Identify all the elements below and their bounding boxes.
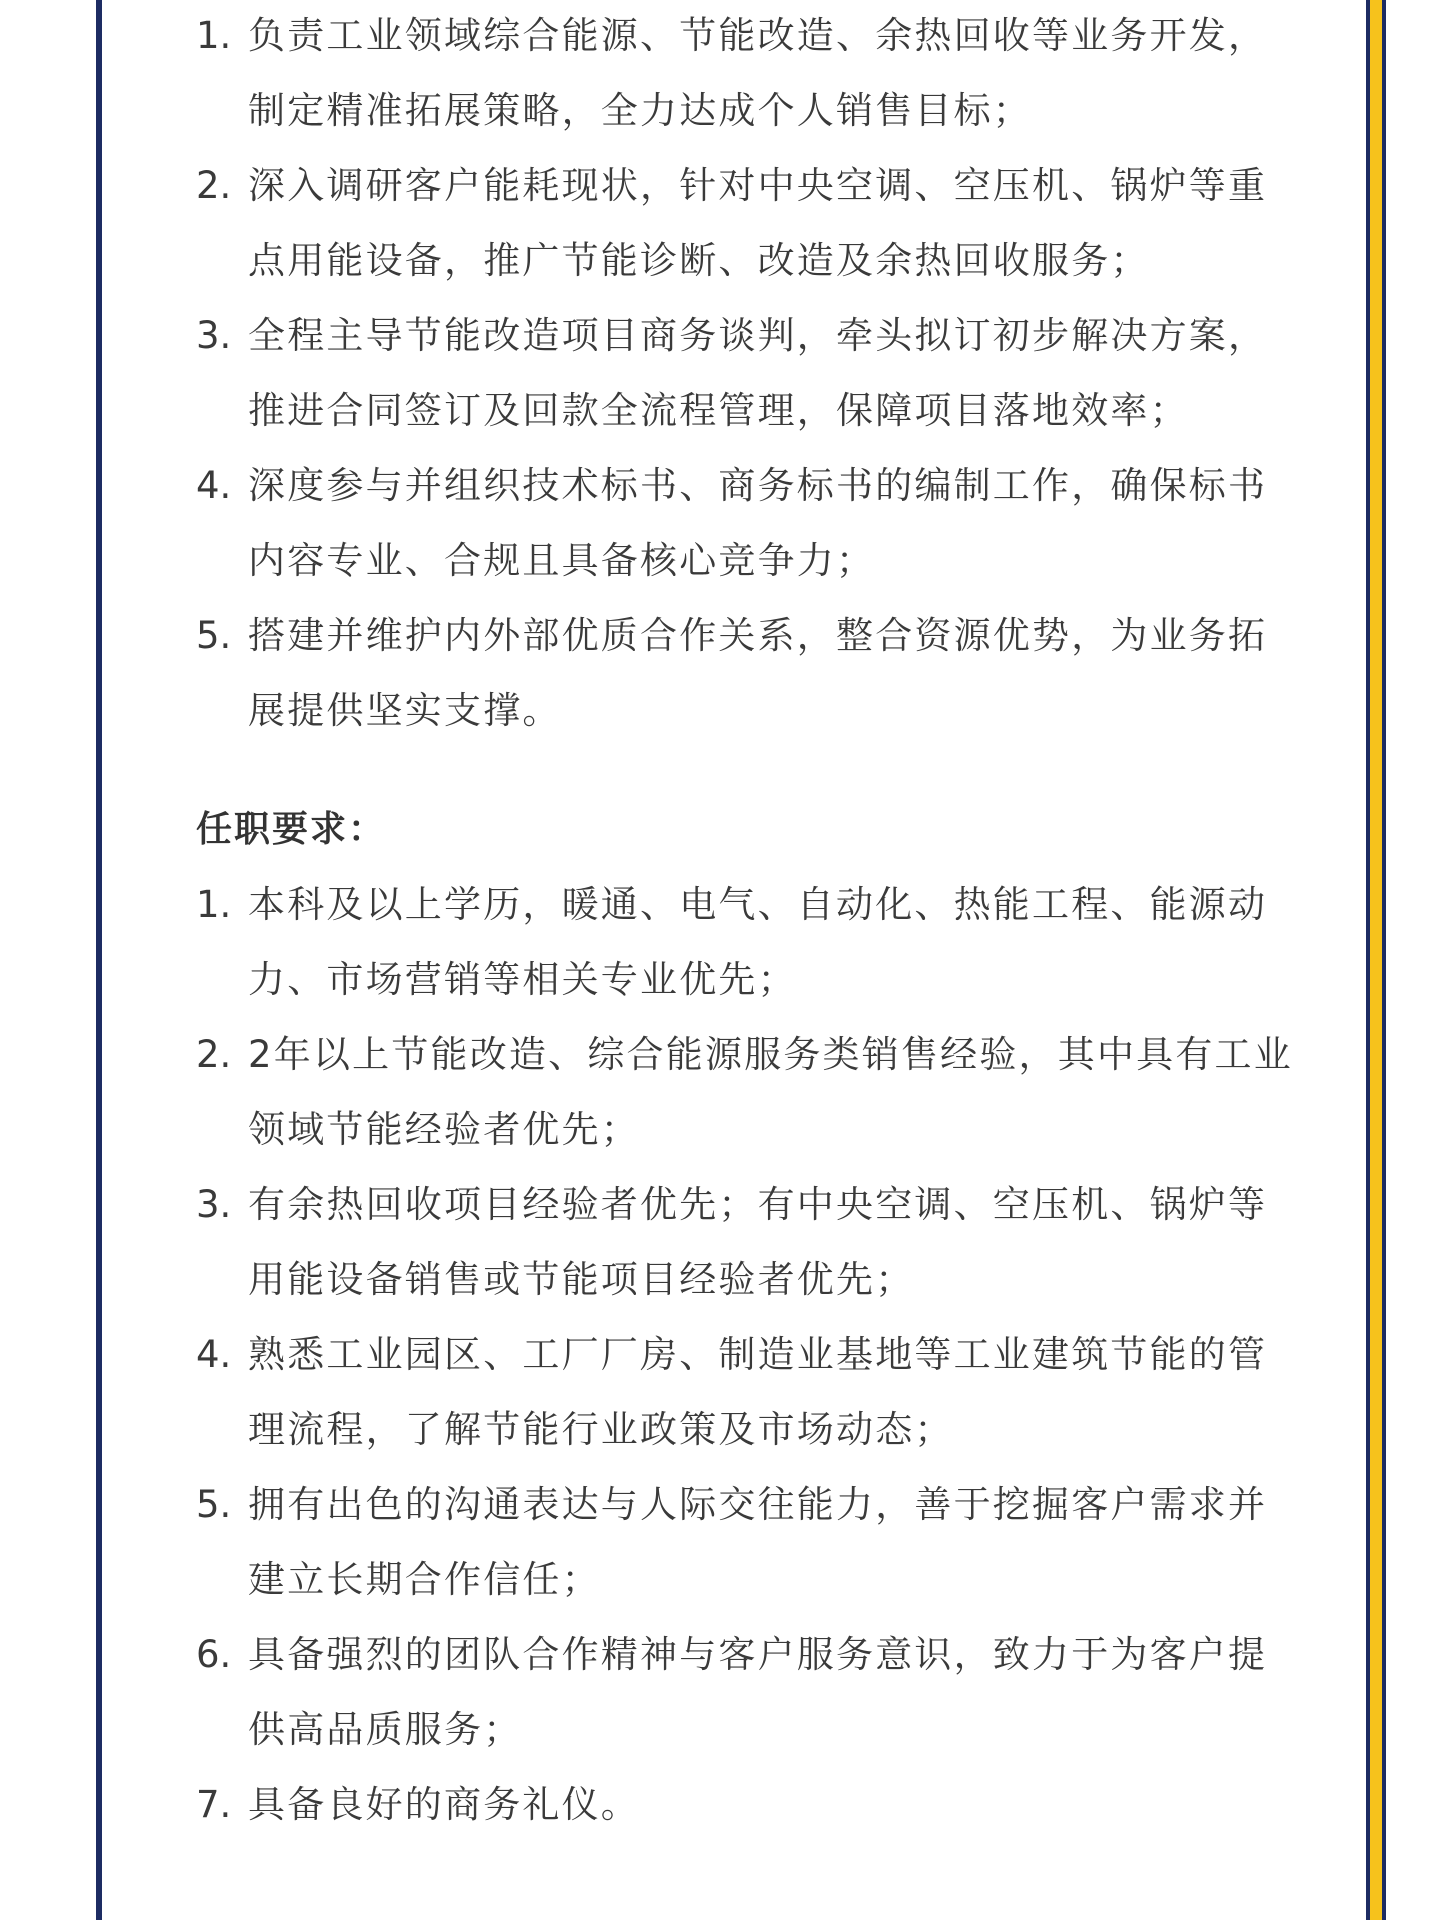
duty-item — [196, 598, 1336, 748]
duty-text-line: 全程主导节能改造项目商务谈判，牵头拟订初步解决方案， — [248, 314, 1268, 357]
duty-item — [196, 448, 1336, 598]
duty-item — [196, 0, 1336, 148]
requirement-text-line: 用能设备销售或节能项目经验者优先； — [248, 1258, 915, 1301]
duty-text-line: 深入调研客户能耗现状，针对中央空调、空压机、锅炉等重 — [248, 164, 1268, 207]
requirements-heading: 任职要求： — [196, 809, 387, 850]
duty-text-line: 负责工业领域综合能源、节能改造、余热回收等业务开发， — [248, 14, 1268, 57]
list-number: 6. — [196, 1633, 232, 1676]
requirement-text-line: 建立长期合作信任； — [248, 1558, 601, 1601]
list-number: 3. — [196, 1183, 232, 1226]
list-number: 1. — [196, 883, 232, 926]
requirement-text-line: 理流程，了解节能行业政策及市场动态； — [248, 1408, 954, 1451]
requirement-item — [196, 1467, 1336, 1617]
requirement-text-line: 2年以上节能改造、综合能源服务类销售经验，其中具有工业 — [248, 1033, 1293, 1076]
requirement-item — [196, 1317, 1336, 1467]
requirement-text-line: 有余热回收项目经验者优先；有中央空调、空压机、锅炉等 — [248, 1183, 1268, 1226]
requirement-item — [196, 867, 1336, 1017]
duties-list — [196, 0, 1336, 748]
requirement-text-line: 具备强烈的团队合作精神与客户服务意识，致力于为客户提 — [248, 1633, 1268, 1676]
requirement-item — [196, 1167, 1336, 1317]
requirement-text-line: 本科及以上学历，暖通、电气、自动化、热能工程、能源动 — [248, 883, 1268, 926]
duty-text-line: 推进合同签订及回款全流程管理，保障项目落地效率； — [248, 389, 1189, 432]
requirement-item — [196, 1767, 1336, 1842]
list-number: 7. — [196, 1783, 232, 1826]
requirement-item — [196, 1617, 1336, 1767]
requirement-text-line: 力、市场营销等相关专业优先； — [248, 958, 797, 1001]
requirement-text-line: 具备良好的商务礼仪。 — [248, 1783, 640, 1826]
duty-text-line: 展提供坚实支撑。 — [248, 689, 562, 732]
requirement-item — [196, 1017, 1336, 1167]
list-number: 2. — [196, 164, 232, 207]
duty-text-line: 点用能设备，推广节能诊断、改造及余热回收服务； — [248, 239, 1150, 282]
left-frame-border — [96, 0, 102, 1920]
list-number: 2. — [196, 1033, 232, 1076]
list-number: 1. — [196, 14, 232, 57]
duty-text-line: 深度参与并组织技术标书、商务标书的编制工作，确保标书 — [248, 464, 1268, 507]
duty-text-line: 制定精准拓展策略，全力达成个人销售目标； — [248, 89, 1032, 132]
duty-item — [196, 298, 1336, 448]
right-frame-border — [1366, 0, 1386, 1920]
duty-text-line: 搭建并维护内外部优质合作关系，整合资源优势，为业务拓 — [248, 614, 1268, 657]
list-number: 5. — [196, 614, 232, 657]
duty-text-line: 内容专业、合规且具备核心竞争力； — [248, 539, 876, 582]
list-number: 5. — [196, 1483, 232, 1526]
right-frame-navy-outer — [1382, 0, 1386, 1920]
requirement-text-line: 领域节能经验者优先； — [248, 1108, 640, 1151]
requirement-text-line: 供高品质服务； — [248, 1708, 523, 1751]
list-number: 3. — [196, 314, 232, 357]
right-frame-yellow-stripe — [1370, 0, 1382, 1920]
requirement-text-line: 熟悉工业园区、工厂厂房、制造业基地等工业建筑节能的管 — [248, 1333, 1268, 1376]
requirement-text-line: 拥有出色的沟通表达与人际交往能力，善于挖掘客户需求并 — [248, 1483, 1268, 1526]
list-number: 4. — [196, 1333, 232, 1376]
job-description-content — [196, 0, 1336, 1842]
list-number: 4. — [196, 464, 232, 507]
duty-item — [196, 148, 1336, 298]
requirements-list — [196, 867, 1336, 1842]
